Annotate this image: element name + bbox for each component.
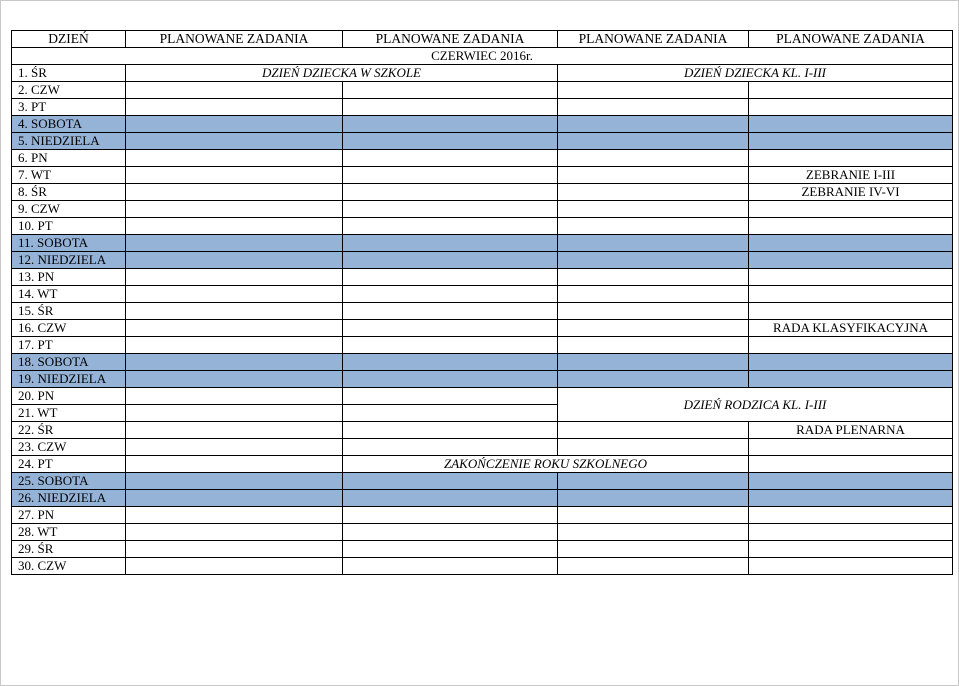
day-row [12,184,953,201]
weekend-row [12,490,953,507]
header-task-3: PLANOWANE ZADANIA [558,31,749,48]
day-label: 2. CZW [12,82,126,99]
day-row [12,99,953,116]
weekend-row [12,354,953,371]
day-label: 1. ŚR [12,65,126,82]
day-label: 5. NIEDZIELA [12,133,126,150]
day-label: 11. SOBOTA [12,235,126,252]
day-row [12,541,953,558]
task-cell: DZIEŃ DZIECKA W SZKOLE [126,65,558,82]
day-label: 22. ŚR [12,422,126,439]
day-row [12,65,953,82]
day-label: 26. NIEDZIELA [12,490,126,507]
day-label: 12. NIEDZIELA [12,252,126,269]
header-row [12,31,953,48]
day-label: 24. PT [12,456,126,473]
task-cell: ZEBRANIE I-III [749,167,953,184]
header-task-1: PLANOWANE ZADANIA [126,31,343,48]
day-label: 4. SOBOTA [12,116,126,133]
month-title: CZERWIEC 2016r. [12,48,953,65]
day-row [12,320,953,337]
day-label: 9. CZW [12,201,126,218]
day-row [12,218,953,235]
day-row [12,269,953,286]
task-cell: RADA KLASYFIKACYJNA [749,320,953,337]
task-cell: RADA PLENARNA [749,422,953,439]
month-row [12,48,953,65]
day-label: 20. PN [12,388,126,405]
day-label: 30. CZW [12,558,126,575]
day-label: 14. WT [12,286,126,303]
day-label: 17. PT [12,337,126,354]
day-row [12,388,953,405]
day-label: 8. ŚR [12,184,126,201]
day-row [12,286,953,303]
day-label: 13. PN [12,269,126,286]
weekend-row [12,252,953,269]
day-row [12,507,953,524]
day-label: 16. CZW [12,320,126,337]
day-label: 23. CZW [12,439,126,456]
task-cell: DZIEŃ RODZICA KL. I-III [558,388,953,422]
task-cell: ZEBRANIE IV-VI [749,184,953,201]
schedule-table [11,30,953,575]
day-label: 10. PT [12,218,126,235]
weekend-row [12,473,953,490]
task-cell: DZIEŃ DZIECKA KL. I-III [558,65,953,82]
day-row [12,456,953,473]
day-row [12,201,953,218]
day-label: 3. PT [12,99,126,116]
day-row [12,82,953,99]
weekend-row [12,371,953,388]
task-cell: ZAKOŃCZENIE ROKU SZKOLNEGO [343,456,749,473]
day-row [12,524,953,541]
day-label: 19. NIEDZIELA [12,371,126,388]
day-label: 15. ŚR [12,303,126,320]
header-day: DZIEŃ [12,31,126,48]
day-row [12,150,953,167]
day-label: 25. SOBOTA [12,473,126,490]
day-row [12,439,953,456]
day-label: 18. SOBOTA [12,354,126,371]
day-row [12,167,953,184]
header-task-4: PLANOWANE ZADANIA [749,31,953,48]
day-row [12,422,953,439]
header-task-2: PLANOWANE ZADANIA [343,31,558,48]
weekend-row [12,116,953,133]
day-label: 7. WT [12,167,126,184]
day-row [12,337,953,354]
day-label: 21. WT [12,405,126,422]
day-label: 27. PN [12,507,126,524]
day-row [12,558,953,575]
day-label: 29. ŚR [12,541,126,558]
weekend-row [12,133,953,150]
day-row [12,303,953,320]
day-label: 28. WT [12,524,126,541]
day-label: 6. PN [12,150,126,167]
weekend-row [12,235,953,252]
